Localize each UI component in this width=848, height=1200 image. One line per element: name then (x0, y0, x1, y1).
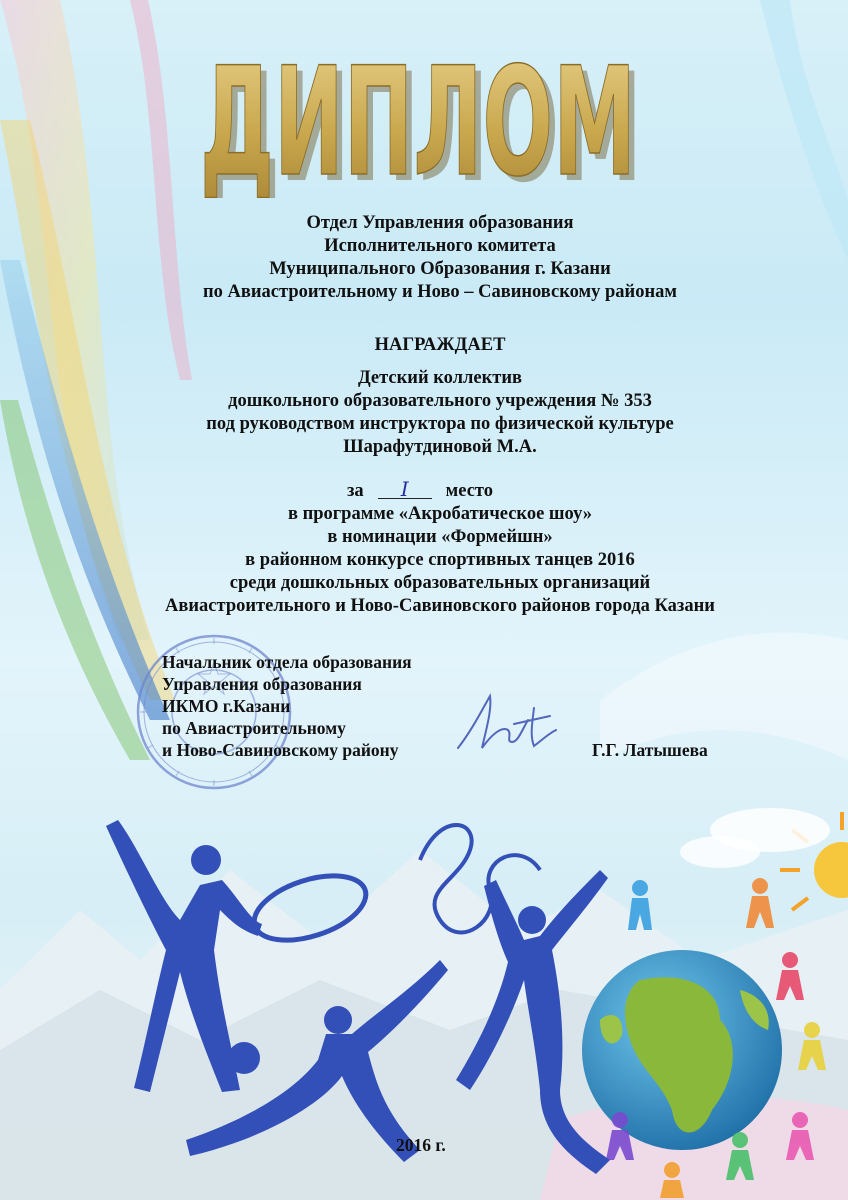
title-text: ДИПЛОМ (200, 48, 636, 198)
issuing-organization (100, 212, 780, 304)
details-line: Авиастроительного и Ново-Савиновского районов города Казани (165, 596, 715, 616)
recipient-line: Детский коллектив (357, 368, 523, 388)
title-lettering (0, 48, 848, 198)
place-suffix: место (445, 481, 494, 501)
recipient-line: под руководством инструктора по физической культуре (206, 414, 674, 434)
diploma-title (0, 48, 848, 198)
details-line: в номинации «Формейшн» (327, 527, 553, 547)
signer-name: Г.Г. Латышева (592, 740, 708, 760)
signer-line: ИКМО г.Казани (162, 696, 291, 716)
recipient-block (100, 367, 780, 459)
org-line: Исполнительного комитета (324, 236, 556, 256)
signer-title (162, 651, 412, 761)
title-shadow: ДИПЛОМ (206, 48, 642, 198)
award-details (100, 503, 780, 618)
signer-line: Начальник отдела образования (162, 652, 412, 672)
signer-line: по Авиастроительному (162, 718, 346, 738)
place-line (340, 477, 500, 503)
handwritten-signature-icon (452, 690, 562, 760)
signer-line: Управления образования (162, 674, 362, 694)
org-line: Отдел Управления образования (306, 213, 574, 233)
recipient-line: Шарафутдиновой М.А. (343, 437, 537, 457)
details-line: в программе «Акробатическое шоу» (287, 504, 593, 524)
place-prefix: за (346, 481, 364, 501)
recipient-line: дошкольного образовательного учреждения № 353 (228, 391, 652, 411)
org-line: по Авиастроительному и Ново – Савиновскому районам (203, 282, 677, 302)
issue-year: 2016 г. (396, 1135, 446, 1155)
details-line: среди дошкольных образовательных организаций (229, 573, 651, 593)
org-line: Муниципального Образования г. Казани (269, 259, 611, 279)
awards-heading: НАГРАЖДАЕТ (374, 335, 506, 355)
details-line: в районном конкурсе спортивных танцев 2016 (245, 550, 635, 570)
place-value: I (378, 480, 432, 499)
signer-line: и Ново-Савиновскому району (162, 740, 399, 760)
